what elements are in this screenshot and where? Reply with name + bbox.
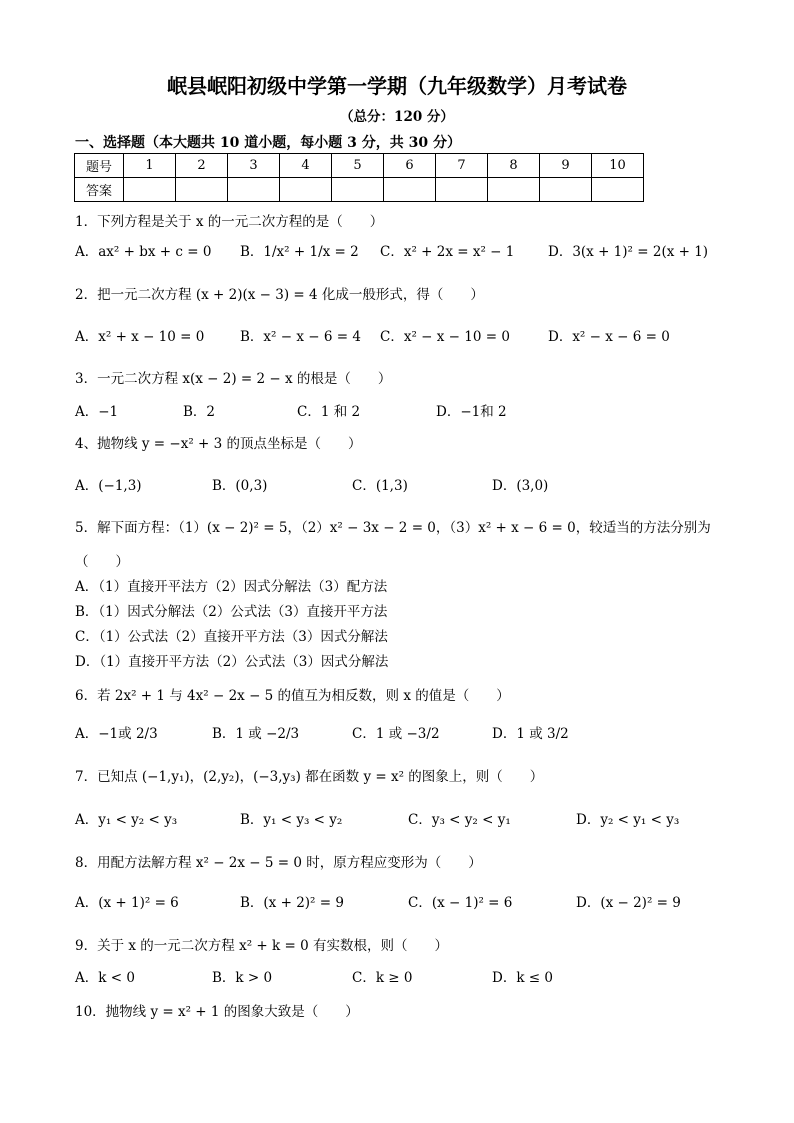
question-3-option-a: A．−1 (75, 404, 119, 420)
question-5-option-a: A．（1）直接开平法方（2）因式分解法（3）配方法 (75, 579, 388, 595)
question-5-option-c: C．（1）公式法（2）直接开平方法（3）因式分解法 (75, 629, 388, 645)
question-8-option-b: B．(x + 2)² = 9 (240, 895, 344, 911)
question-3-option-d: D．−1和 2 (436, 404, 507, 420)
question-6-option-d: D．1 或 3/2 (492, 726, 569, 742)
question-9-option-d: D．k ≤ 0 (492, 970, 553, 986)
question-9-option-c: C．k ≥ 0 (352, 970, 413, 986)
table-row-label: 题号 (75, 154, 124, 178)
question-number-cell: 9 (540, 154, 592, 178)
question-1-stem: 1．下列方程是关于 x 的一元二次方程的是（ ） (75, 214, 384, 230)
question-8-option-a: A．(x + 1)² = 6 (75, 895, 179, 911)
question-number-cell: 5 (332, 154, 384, 178)
question-4-stem: 4、抛物线 y = −x² + 3 的顶点坐标是（ ） (75, 436, 362, 452)
question-3-option-c: C．1 和 2 (297, 404, 361, 420)
answer-cell[interactable] (124, 178, 176, 202)
question-7-stem: 7．已知点 (−1,y₁)，(2,y₂)，(−3,y₃) 都在函数 y = x² 的图象上，则（ ） (75, 769, 544, 785)
question-7-option-d: D．y₂ < y₁ < y₃ (576, 812, 680, 828)
question-number-cell: 1 (124, 154, 176, 178)
answer-cell[interactable] (384, 178, 436, 202)
answer-cell[interactable] (176, 178, 228, 202)
question-3-option-b: B．2 (183, 404, 216, 420)
answer-cell[interactable] (332, 178, 384, 202)
answer-cell[interactable] (228, 178, 280, 202)
question-2-option-c: C．x² − x − 10 = 0 (380, 329, 510, 345)
question-number-cell: 3 (228, 154, 280, 178)
section-heading: 一、选择题（本大题共 10 道小题，每小题 3 分，共 30 分） (75, 135, 461, 151)
table-row-label: 答案 (75, 178, 124, 202)
question-6-option-b: B．1 或 −2/3 (212, 726, 300, 742)
question-9-stem: 9．关于 x 的一元二次方程 x² + k = 0 有实数根，则（ ） (75, 938, 448, 954)
question-8-stem: 8．用配方法解方程 x² − 2x − 5 = 0 时，原方程应变形为（ ） (75, 855, 482, 871)
question-2-option-a: A．x² + x − 10 = 0 (75, 329, 205, 345)
question-2-option-b: B．x² − x − 6 = 4 (240, 329, 361, 345)
question-number-cell: 8 (488, 154, 540, 178)
question-number-cell: 10 (592, 154, 644, 178)
question-10-stem: 10．抛物线 y = x² + 1 的图象大致是（ ） (75, 1004, 359, 1020)
question-6-option-c: C．1 或 −3/2 (352, 726, 440, 742)
question-4-option-a: A．(−1,3) (75, 478, 142, 494)
question-4-option-b: B．(0,3) (212, 478, 268, 494)
question-5-stem: 5．解下面方程：（1）(x − 2)² = 5，（2）x² − 3x − 2 = 0，（3）x² + x − 6 = 0，较适当的方法分别为 (75, 520, 711, 536)
table-row (75, 154, 644, 178)
question-number-cell: 6 (384, 154, 436, 178)
answer-cell[interactable] (540, 178, 592, 202)
answer-cell[interactable] (488, 178, 540, 202)
question-3-stem: 3．一元二次方程 x(x − 2) = 2 − x 的根是（ ） (75, 371, 392, 387)
question-9-option-b: B．k > 0 (212, 970, 273, 986)
question-9-option-a: A．k < 0 (75, 970, 135, 986)
question-8-option-d: D．(x − 2)² = 9 (576, 895, 681, 911)
question-5-answer-paren: （ ） (75, 554, 129, 570)
question-1-option-b: B．1/x² + 1/x = 2 (240, 244, 359, 260)
question-number-cell: 7 (436, 154, 488, 178)
answer-cell[interactable] (436, 178, 488, 202)
question-5-option-b: B．（1）因式分解法（2）公式法（3）直接开平方法 (75, 604, 388, 620)
question-5-option-d: D．（1）直接开平方法（2）公式法（3）因式分解法 (75, 654, 389, 670)
question-1-option-a: A．ax² + bx + c = 0 (75, 244, 212, 260)
question-4-option-c: C．(1,3) (352, 478, 408, 494)
question-6-stem: 6．若 2x² + 1 与 4x² − 2x − 5 的值互为相反数，则 x 的值是（ ） (75, 688, 510, 704)
table-row (75, 178, 644, 202)
question-8-option-c: C．(x − 1)² = 6 (408, 895, 513, 911)
question-2-option-d: D．x² − x − 6 = 0 (548, 329, 670, 345)
question-4-option-d: D．(3,0) (492, 478, 549, 494)
page-title: 岷县岷阳初级中学第一学期（九年级数学）月考试卷 (167, 74, 627, 98)
answer-cell[interactable] (280, 178, 332, 202)
answer-table (74, 153, 644, 202)
total-score: （总分：120 分） (340, 109, 454, 125)
answer-cell[interactable] (592, 178, 644, 202)
question-7-option-a: A．y₁ < y₂ < y₃ (75, 812, 178, 828)
question-1-option-d: D．3(x + 1)² = 2(x + 1) (548, 244, 709, 260)
question-6-option-a: A．−1或 2/3 (75, 726, 158, 742)
question-number-cell: 4 (280, 154, 332, 178)
question-1-option-c: C．x² + 2x = x² − 1 (380, 244, 515, 260)
question-7-option-c: C．y₃ < y₂ < y₁ (408, 812, 511, 828)
question-2-stem: 2．把一元二次方程 (x + 2)(x − 3) = 4 化成一般形式，得（ ） (75, 287, 484, 303)
question-7-option-b: B．y₁ < y₃ < y₂ (240, 812, 343, 828)
question-number-cell: 2 (176, 154, 228, 178)
